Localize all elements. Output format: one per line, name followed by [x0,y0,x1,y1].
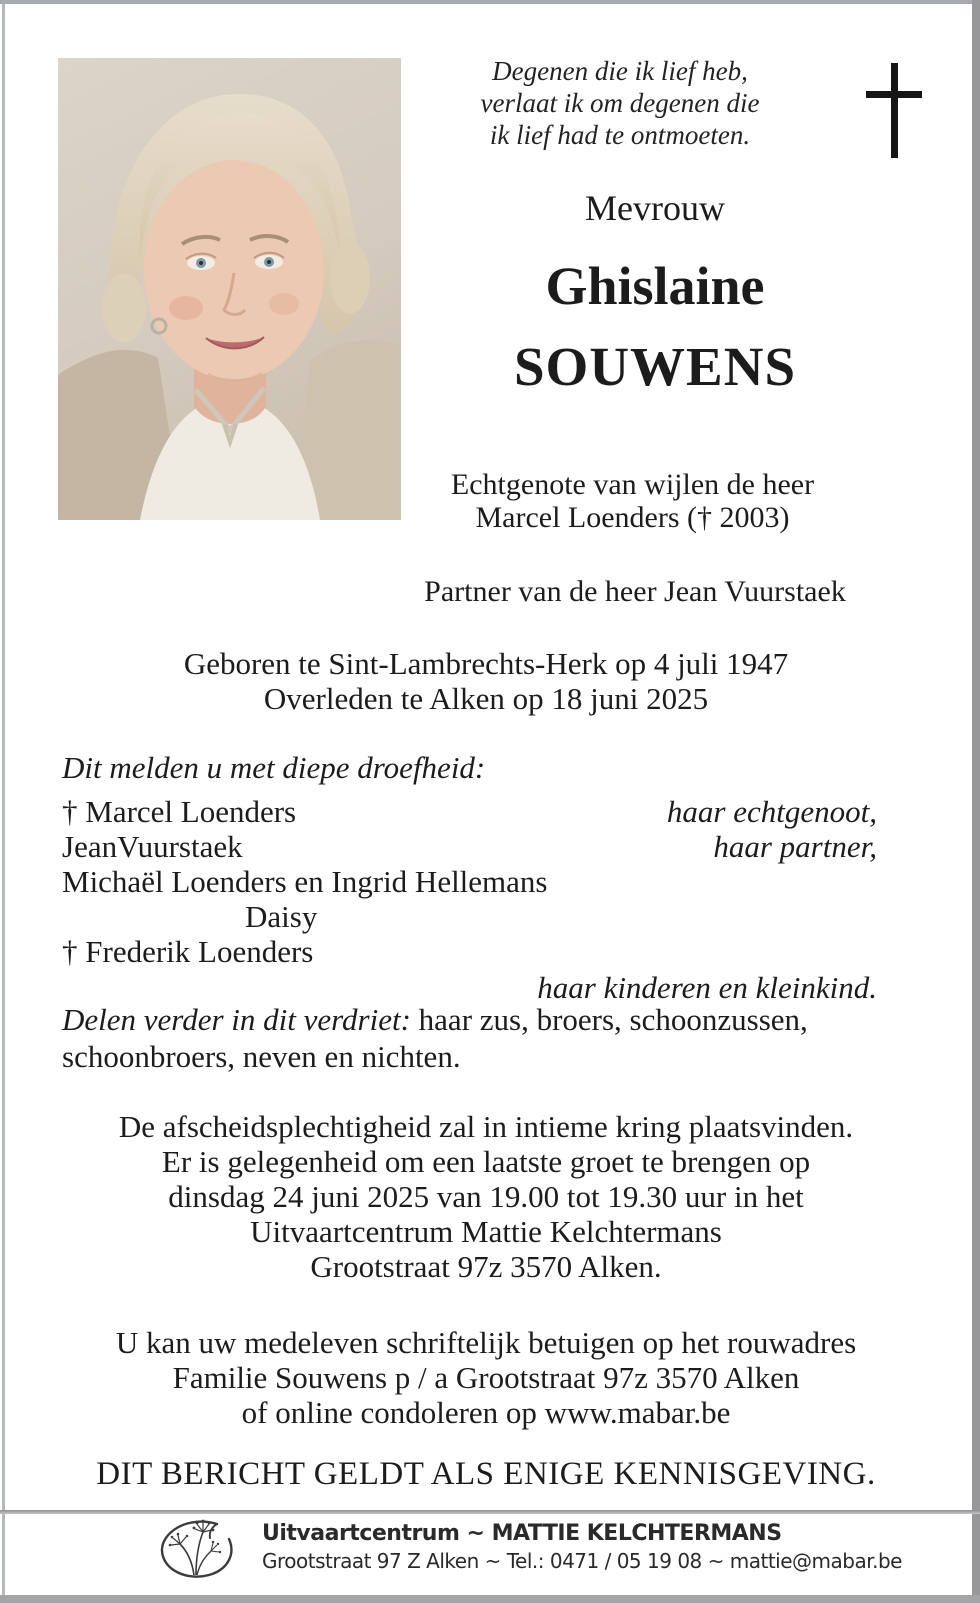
birth-death-info [0,646,972,716]
ceremony-line-4: Uitvaartcentrum Mattie Kelchtermans [250,1214,722,1249]
partner-info: Partner van de heer Jean Vuurstaek [424,575,846,608]
quote-line-2: verlaat ik om degenen die [480,88,760,118]
condolence-info [0,1325,972,1430]
family-member-name: † Frederik Loenders [62,934,314,969]
spouse-line-1: Echtgenote van wijlen de heer [450,468,815,501]
spouse-info [400,468,865,534]
mourners-rest: haar zus, broers, schoonzussen, [410,1002,808,1037]
sole-notification-notice: DIT BERICHT GELDT ALS ENIGE KENNISGEVING. [96,1456,876,1492]
family-row [62,899,877,934]
ceremony-line-2: Er is gelegenheid om een laatste groet te brengen op [161,1144,811,1179]
scan-edge-top [0,0,980,4]
mourners-line-1 [62,1002,942,1037]
family-member-relation: haar echtgenoot, [666,794,877,829]
ceremony-info [0,1109,972,1284]
spouse-line-2: Marcel Loenders († 2003) [475,501,790,534]
funeral-home-name: Uitvaartcentrum ~ MATTIE KELCHTERMANS [262,1521,782,1546]
footer-divider [0,1510,980,1514]
scan-edge-right [972,0,980,1603]
funeral-home-address: Grootstraat 97 Z Alken ~ Tel.: 0471 / 05 19 08 ~ mattie@mabar.be [262,1549,902,1573]
birth-line: Geboren te Sint-Lambrechts-Herk op 4 juli 1947 [183,646,789,681]
deceased-last-name: SOUWENS [513,336,797,397]
ceremony-line-3: dinsdag 24 juni 2025 van 19.00 tot 19.30 uur in het [168,1179,804,1214]
ceremony-line-5: Grootstraat 97z 3570 Alken. [310,1249,662,1284]
family-member-name: JeanVuurstaek [62,829,243,864]
family-member-relation: haar partner, [713,829,877,864]
family-row [62,794,877,829]
deceased-first-name: Ghislaine [545,256,765,316]
family-closing: haar kinderen en kleinkind. [537,970,877,1005]
condolence-line-3: of online condoleren op www.mabar.be [241,1395,731,1430]
condolence-line-1: U kan uw medeleven schriftelijk betuigen op het rouwadres [115,1325,857,1360]
family-member-name: Daisy [245,899,318,934]
family-row [62,934,877,969]
family-row [62,829,877,864]
ceremony-line-1: De afscheidsplechtigheid zal in intieme kring plaatsvinden. [118,1109,854,1144]
portrait-illustration [58,58,401,520]
announcement-intro: Dit melden u met diepe droefheid: [62,750,486,785]
portrait-photo [58,58,401,520]
death-line: Overleden te Alken op 18 juni 2025 [263,681,709,716]
condolence-line-2: Familie Souwens p / a Grootstraat 97z 3570 Alken [172,1360,800,1395]
scan-edge-bottom [0,1595,980,1603]
quote-line-3: ik lief had te ontmoeten. [489,120,751,150]
family-member-name: † Marcel Loenders [62,794,297,829]
family-row [62,864,877,899]
mourners-lead: Delen verder in dit verdriet: [62,1002,411,1037]
memorial-quote [420,55,820,151]
mourners-line-2: schoonbroers, neven en nichten. [62,1039,461,1074]
flower-circle-icon [153,1517,245,1581]
funeral-home-logo [153,1517,245,1581]
family-member-name: Michaël Loenders en Ingrid Hellemans [62,864,548,899]
quote-line-1: Degenen die ik lief heb, [492,56,748,86]
salutation: Mevrouw [585,188,725,228]
